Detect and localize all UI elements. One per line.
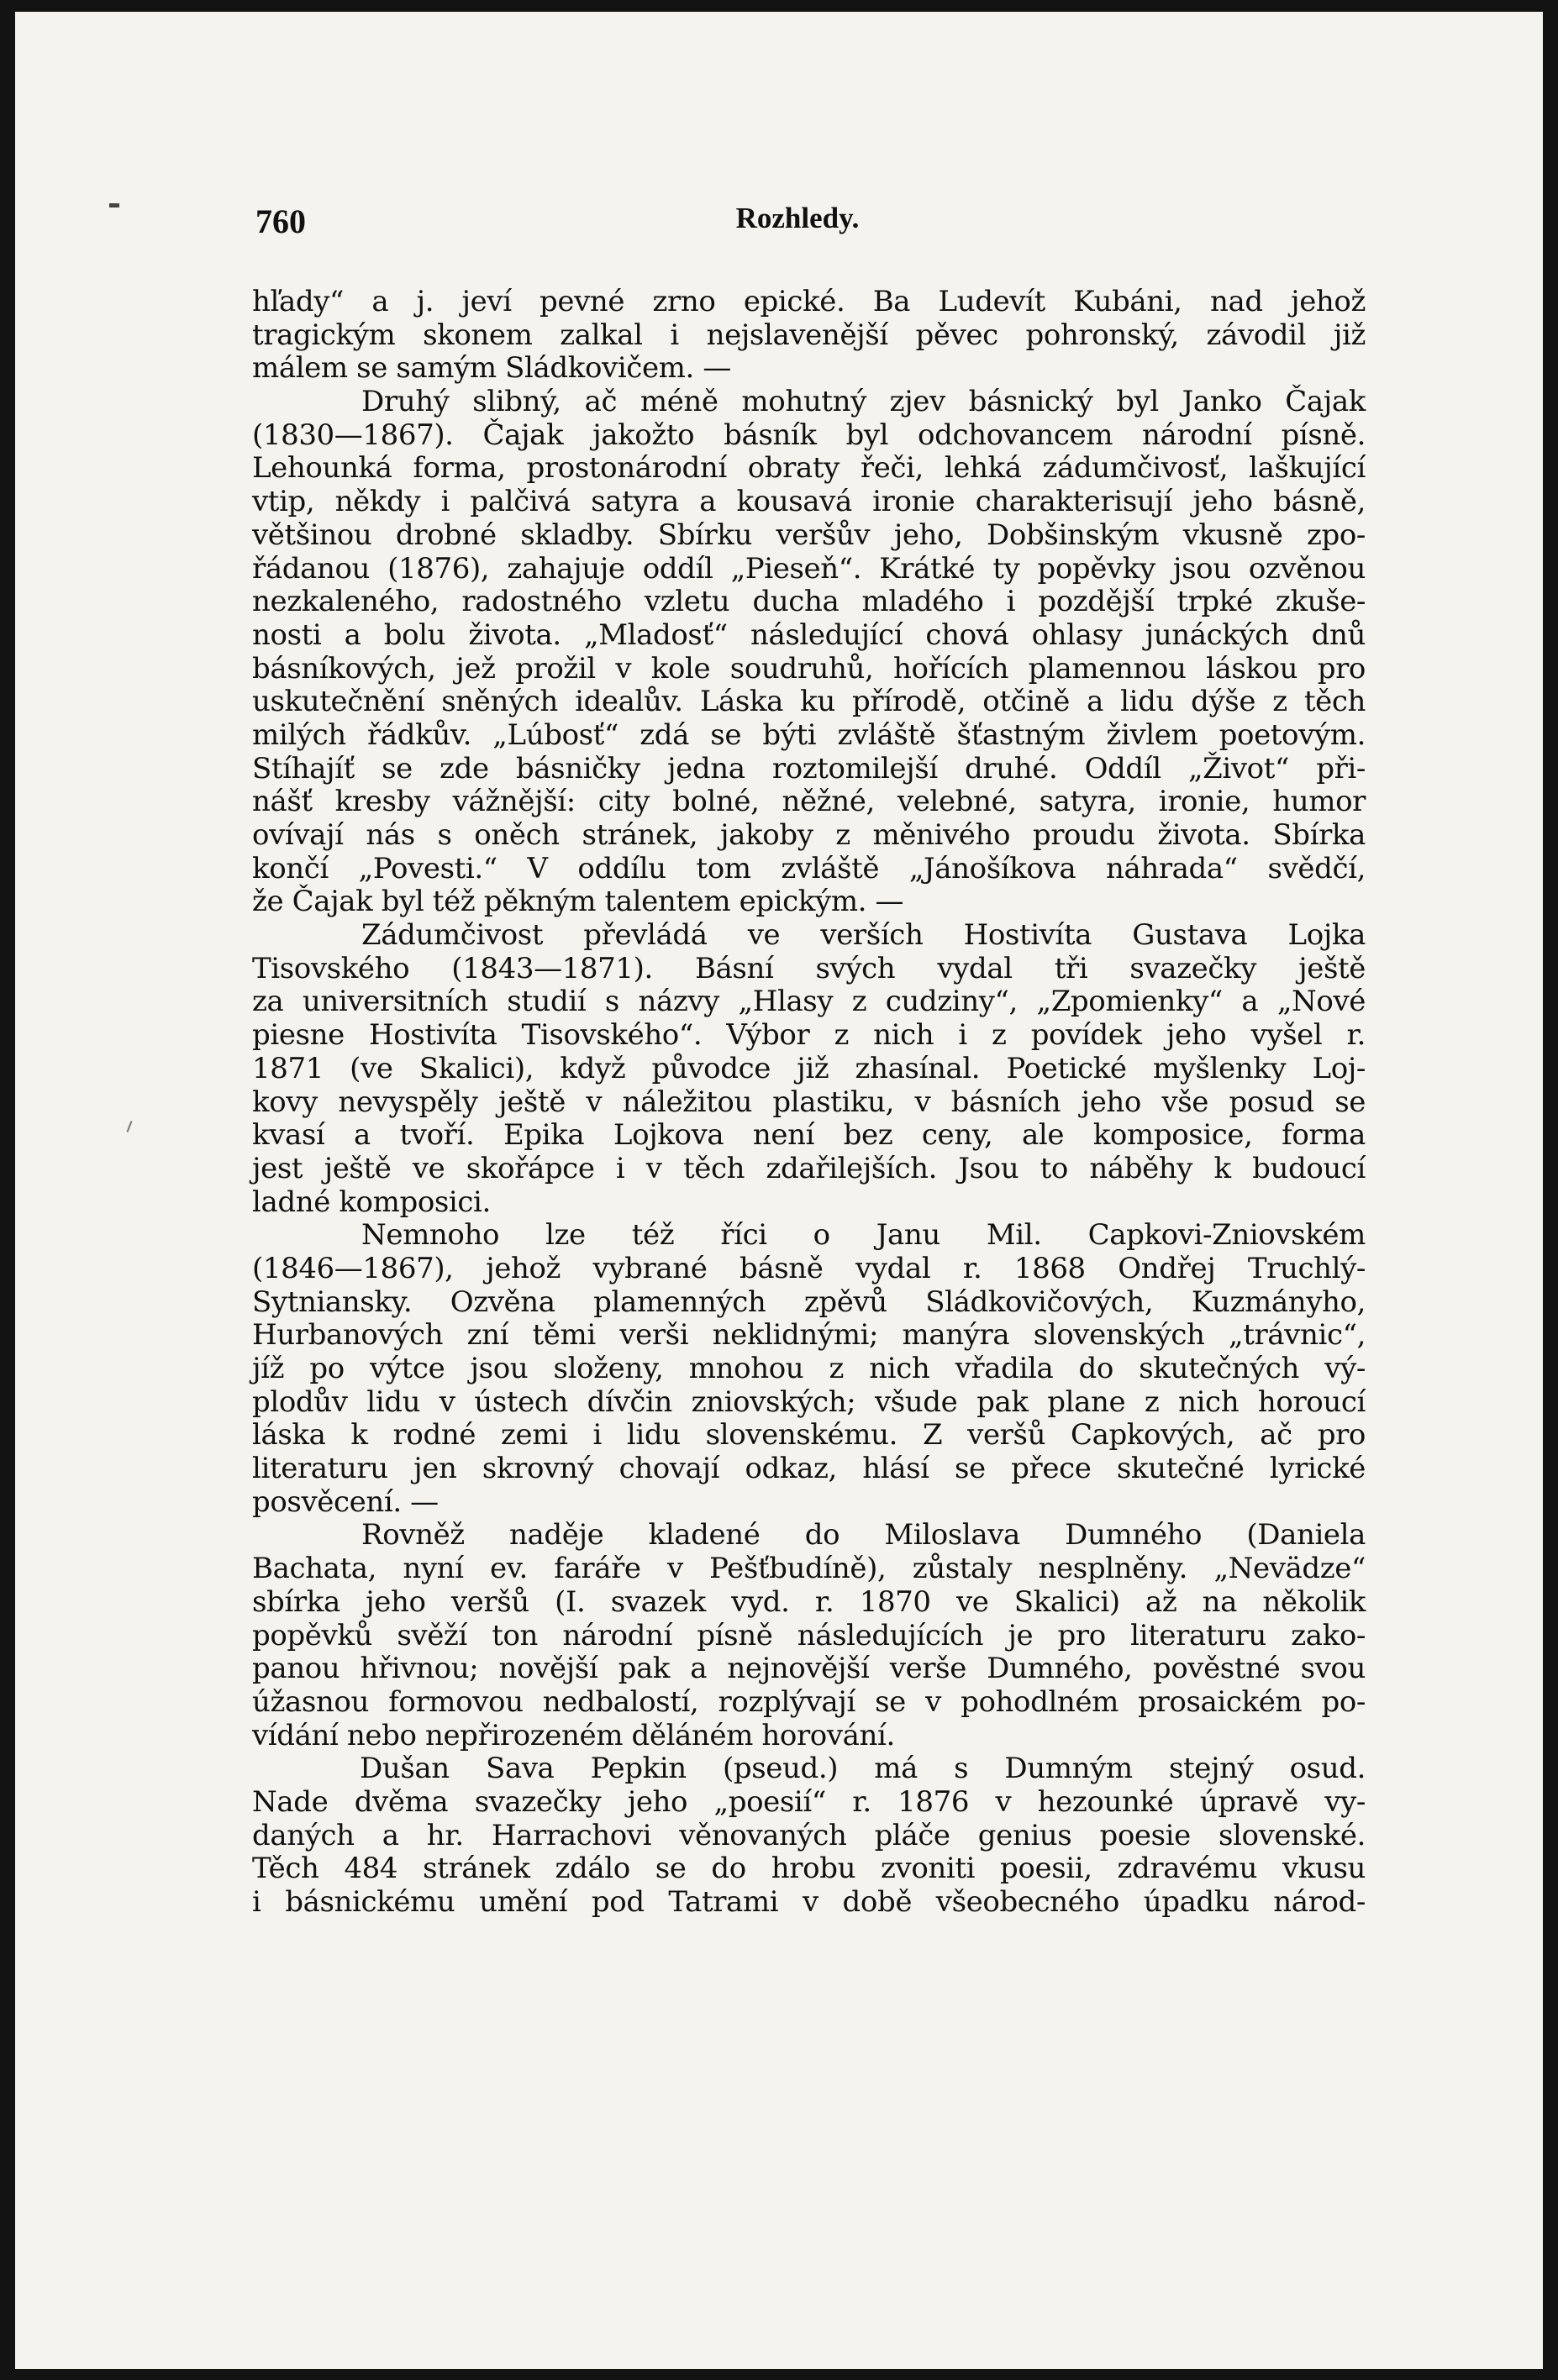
text-line: plodův lidu v ústech dívčin zniovských; všude pak plane z nich horoucí <box>252 1384 1366 1419</box>
text-line: milých řádkův. „Lúbosť“ zdá se býti zvláště šťastným živlem poetovým. <box>252 717 1366 752</box>
text-line: končí „Povesti.“ V oddílu tom zvláště „Jánošíkova náhrada“ svědčí, <box>252 851 1366 885</box>
text-line: vtip, někdy i palčivá satyra a kousavá ironie charakterisují jeho básně, <box>252 485 1366 519</box>
text-line: Dušan Sava Pepkin (pseud.) má s Dumným stejný osud. <box>360 1752 1366 1786</box>
text-line: řádanou (1876), zahajuje oddíl „Pieseň“. Krátké ty popěvky jsou ozvěnou <box>252 551 1366 586</box>
text-line: sbírka jeho veršů (I. svazek vyd. r. 1870 ve Skalici) až na několik <box>252 1584 1366 1619</box>
text-line: tragickým skonem zalkal i nejslavenější pěvec pohronský, závodil již <box>252 318 1366 352</box>
text-line: 1871 (ve Skalici), když původce již zhasínal. Poetické myšlenky Loj- <box>252 1051 1366 1085</box>
text-line: i básnickému umění pod Tatrami v době všeobecného úpadku národ- <box>252 1885 1366 1919</box>
text-line: hľady“ a j. jeví pevné zrno epické. Ba Ludevít Kubáni, nad jehož <box>252 285 1366 318</box>
text-line: panou hřivnou; novější pak a nejnovější verše Dumného, pověstné svou <box>252 1652 1366 1686</box>
page-header <box>239 195 1356 245</box>
ink-scratch <box>126 1121 132 1132</box>
text-line: Bachata, nyní ev. faráře v Pešťbudíně), zůstaly nesplněny. „Nevädze“ <box>252 1552 1366 1586</box>
text-line: (1830—1867). Čajak jakožto básník byl odchovancem národní písně. <box>252 418 1366 452</box>
text-line: literaturu jen skrovný chovají odkaz, hlásí se přece skutečné lyrické <box>252 1452 1366 1486</box>
text-line: láska k rodné zemi i lidu slovenskému. Z veršů Capkových, ač pro <box>252 1418 1366 1453</box>
text-line: ladné komposici. <box>252 1185 491 1219</box>
text-line: většinou drobné skladby. Sbírku veršův jeho, Dobšinským vkusně zpo- <box>252 518 1366 552</box>
text-line: kvasí a tvoří. Epika Lojkova není bez ceny, ale komposice, forma <box>252 1118 1366 1153</box>
text-line: málem se samým Sládkovičem. — <box>252 351 731 386</box>
text-line: Stíhajíť se zde básničky jedna roztomilejší druhé. Oddíl „Život“ při- <box>252 751 1366 785</box>
text-line: piesne Hostivíta Tisovského“. Výbor z nich i z povídek jeho vyšel r. <box>252 1018 1366 1053</box>
text-line: Lehounká forma, prostonárodní obraty řeči, lehká zádumčivosť, laškující <box>252 451 1366 486</box>
text-line: básníkových, jež prožil v kole soudruhů, hořících plamennou láskou pro <box>252 651 1366 686</box>
ink-mark <box>109 203 119 208</box>
text-line: za universitních studií s názvy „Hlasy z cudziny“, „Zpomienky“ a „Nové <box>252 985 1366 1019</box>
text-line: uskutečnění sněných idealův. Láska ku přírodě, otčině a lidu dýše z těch <box>252 685 1366 719</box>
text-line: ovívají nás s oněch stránek, jakoby z měnivého proudu života. Sbírka <box>252 818 1366 852</box>
page-number: 760 <box>255 202 306 240</box>
text-line: Sytniansky. Ozvěna plamenných zpěvů Sládkovičových, Kuzmányho, <box>252 1285 1366 1319</box>
text-line: kovy nevyspěly ještě v náležitou plastiku, v básních jeho vše posud se <box>252 1085 1366 1119</box>
text-line: Nemnoho lze též říci o Janu Mil. Capkovi-Zniovském <box>361 1218 1366 1253</box>
text-line: jíž po výtce jsou složeny, mnohou z nich vřadila do skutečných vý- <box>252 1352 1366 1385</box>
text-line: úžasnou formovou nedbalostí, rozplývají se v pohodlném prosaickém po- <box>252 1684 1366 1719</box>
text-line: (1846—1867), jehož vybrané básně vydal r. 1868 Ondřej Truchlý- <box>252 1251 1366 1285</box>
article-body <box>252 286 1366 1920</box>
text-line: Tisovského (1843—1871). Básní svých vydal tři svazečky ještě <box>252 951 1366 985</box>
text-line: nezkaleného, radostného vzletu ducha mladého i pozdější trpké zkuše- <box>252 585 1366 619</box>
running-title: Rozhledy. <box>735 202 860 234</box>
text-line: Druhý slibný, ač méně mohutný zjev básnický byl Janko Čajak <box>361 385 1366 419</box>
text-line: popěvků svěží ton národní písně následujících je pro literaturu zako- <box>252 1618 1366 1652</box>
text-line: jest ještě ve skořápce i v těch zdařilejších. Jsou to náběhy k budoucí <box>252 1151 1366 1185</box>
page <box>15 12 1543 2369</box>
text-line: Rovněž naděje kladené do Miloslava Dumného (Daniela <box>361 1518 1366 1553</box>
text-line: posvěcení. — <box>252 1484 439 1519</box>
text-line: vídání nebo nepřirozeném děláném horování. <box>252 1718 895 1752</box>
text-line: že Čajak byl též pěkným talentem epickým. — <box>252 885 904 919</box>
text-line: nášť kresby vážnější: city bolné, něžné, velebné, satyra, ironie, humor <box>252 785 1366 819</box>
text-line: daných a hr. Harrachovi věnovaných pláče genius poesie slovenské. <box>252 1818 1366 1852</box>
text-line: Nade dvěma svazečky jeho „poesií“ r. 1876 v hezounké úpravě vy- <box>252 1784 1366 1819</box>
text-line: Hurbanových zní těmi verši neklidnými; manýra slovenských „trávnic“, <box>252 1318 1366 1353</box>
text-line: Zádumčivost převládá ve verších Hostivíta Gustava Lojka <box>361 918 1366 953</box>
text-line: nosti a bolu života. „Mladosť“ následující chová ohlasy junáckých dnů <box>252 617 1366 652</box>
text-line: Těch 484 stránek zdálo se do hrobu zvoniti poesii, zdravému vkusu <box>252 1852 1366 1886</box>
